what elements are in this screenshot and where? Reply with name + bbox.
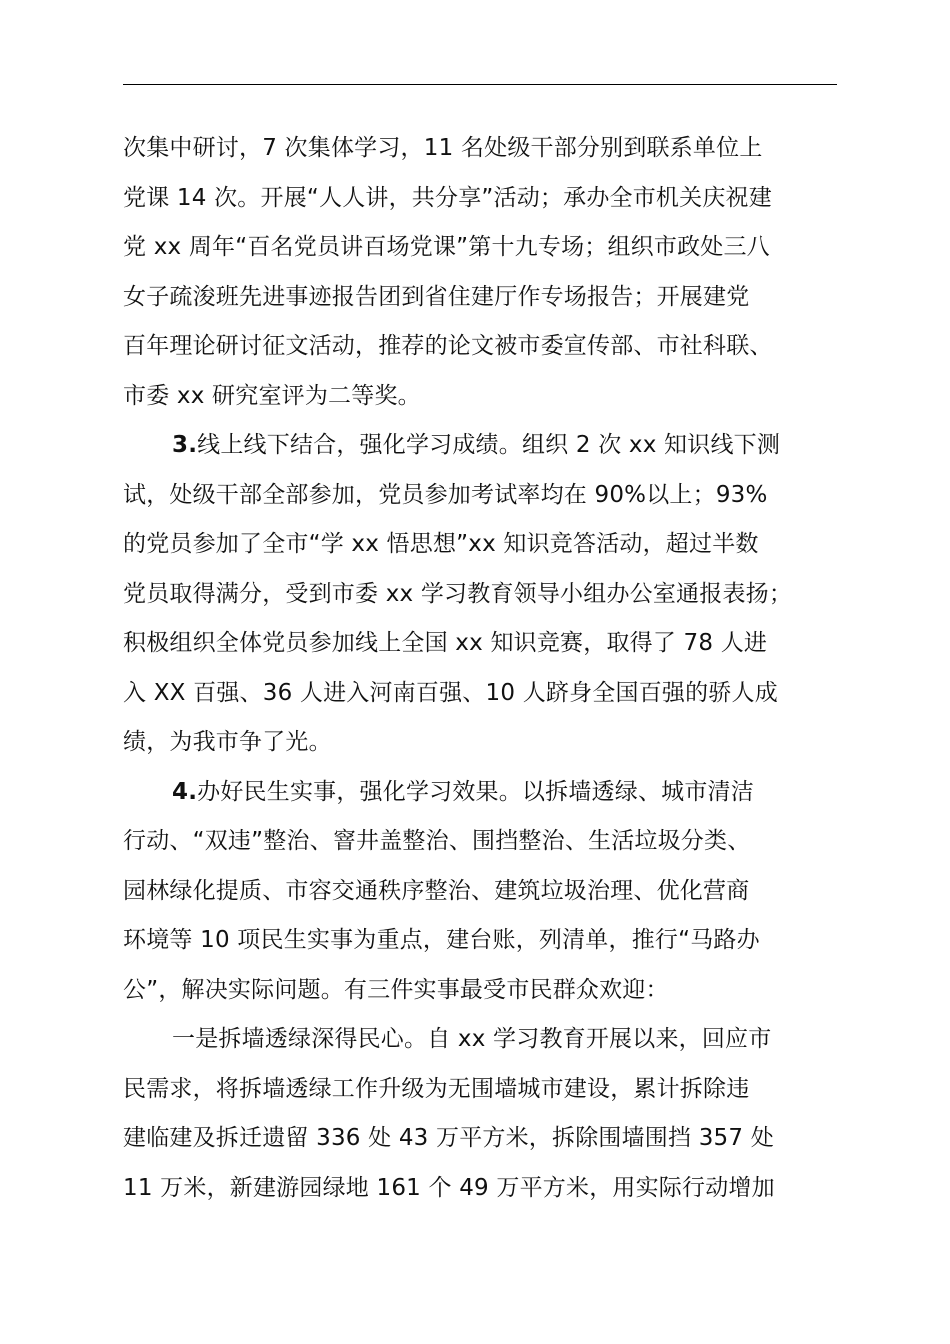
text-line: 积极组织全体党员参加线上全国 xx 知识竞赛，取得了 78 人进: [123, 630, 768, 656]
paragraph-3-heading: 线上线下结合，强化学习成绩。组织 2 次 xx 知识线下测: [197, 432, 781, 458]
text-line: 次集中研讨，7 次集体学习，11 名处级干部分别到联系单位上: [123, 135, 763, 161]
text-line: 党 xx 周年“百名党员讲百场党课”第十九专场；组织市政处三八: [123, 234, 770, 260]
text-line: 行动、“双违”整治、窨井盖整治、围挡整治、生活垃圾分类、: [123, 828, 751, 854]
text-line: 试，处级干部全部参加，党员参加考试率均在 90%以上；93%: [123, 481, 768, 508]
item-number-4: 4.: [172, 778, 198, 805]
text-line: 11 万米，新建游园绿地 161 个 49 万平方米，用实际行动增加: [123, 1174, 775, 1201]
text-line: 环境等 10 项民生实事为重点，建台账，列清单，推行“马路办: [123, 927, 760, 953]
text-line: 市委 xx 研究室评为二等奖。: [123, 382, 421, 409]
text-line: 百年理论研讨征文活动，推荐的论文被市委宣传部、市社科联、: [123, 333, 773, 359]
text-line: 民需求，将拆墙透绿工作升级为无围墙城市建设，累计拆除违: [123, 1075, 750, 1102]
text-line: 党员取得满分，受到市委 xx 学习教育领导小组办公室通报表扬；: [123, 580, 793, 607]
text-line: 绩，为我市争了光。: [123, 729, 332, 755]
paragraph-3-first-line: [123, 421, 837, 471]
text-line: 入 XX 百强、36 人进入河南百强、10 人跻身全国百强的骄人成: [123, 679, 778, 706]
text-line: 公”，解决实际问题。有三件实事最受市民群众欢迎：: [123, 976, 669, 1003]
text-line: 的党员参加了全市“学 xx 悟思想”xx 知识竞答活动，超过半数: [123, 531, 759, 557]
paragraph-4-first-line: [123, 768, 837, 818]
header-rule: [123, 84, 837, 85]
document-body: [123, 124, 837, 1213]
text-line: 建临建及拆迁遗留 336 处 43 万平方米，拆除围墙围挡 357 处: [123, 1125, 774, 1151]
item-number-3: 3.: [172, 432, 198, 458]
paragraph-first-line: 一是拆墙透绿深得民心。自 xx 学习教育开展以来，回应市: [172, 1026, 772, 1052]
text-line: 党课 14 次。开展“人人讲，共分享”活动；承办全市机关庆祝建: [123, 184, 772, 211]
text-line: 园林绿化提质、市容交通秩序整治、建筑垃圾治理、优化营商: [123, 877, 750, 904]
paragraph-4-heading: 办好民生实事，强化学习效果。以拆墙透绿、城市清洁: [197, 778, 754, 805]
text-line: 女子疏浚班先进事迹报告团到省住建厅作专场报告；开展建党: [123, 283, 750, 310]
